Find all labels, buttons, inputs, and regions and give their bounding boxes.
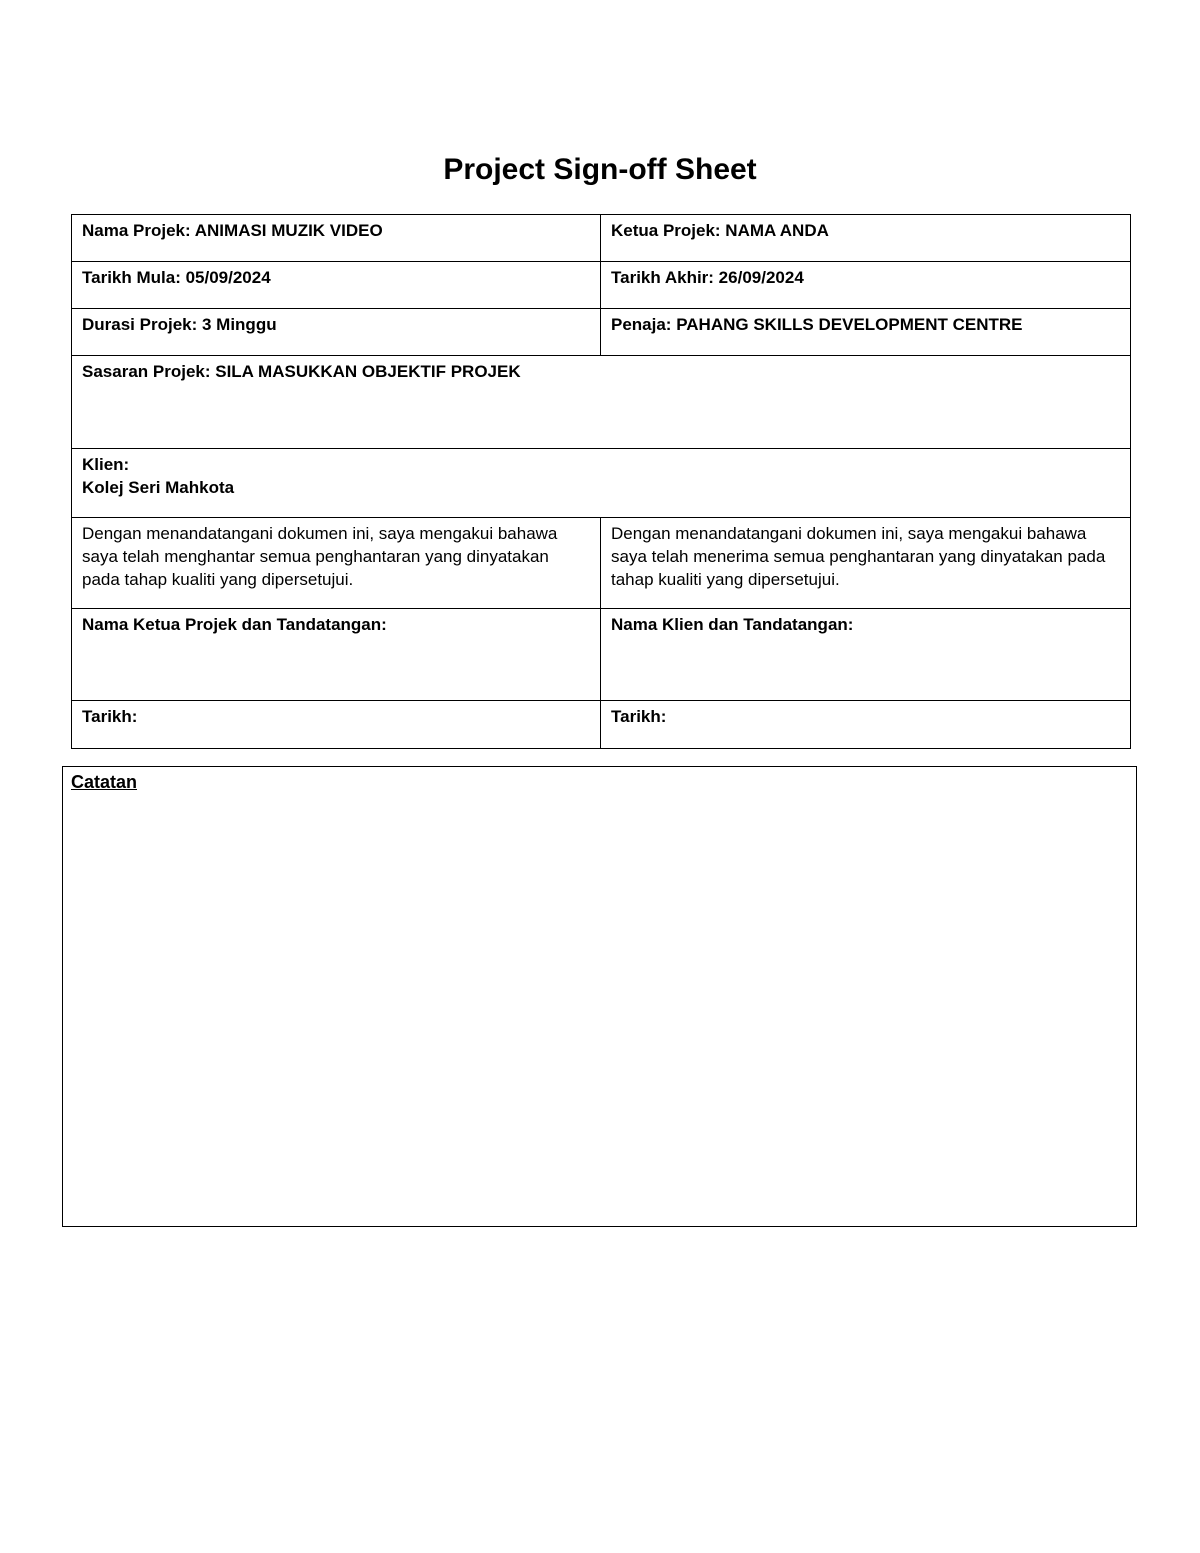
project-name-cell: Nama Projek: ANIMASI MUZIK VIDEO [72, 215, 601, 262]
lead-date-cell: Tarikh: [72, 701, 601, 749]
signoff-table [71, 214, 1131, 749]
client-label: Klien: [82, 455, 130, 474]
client-signature-cell: Nama Klien dan Tandatangan: [601, 609, 1131, 701]
objective-cell: Sasaran Projek: SILA MASUKKAN OBJEKTIF PROJEK [72, 356, 1131, 449]
start-date-cell: Tarikh Mula: 05/09/2024 [72, 262, 601, 309]
client-name: Kolej Seri Mahkota [82, 478, 235, 497]
client-statement-cell: Dengan menandatangani dokumen ini, saya mengakui bahawa saya telah menerima semua penghantaran yang dinyatakan pada tahap kualiti yang dipersetujui. [601, 518, 1131, 609]
lead-statement-cell: Dengan menandatangani dokumen ini, saya mengakui bahawa saya telah menghantar semua penghantaran yang dinyatakan pada tahap kualiti yang dipersetujui. [72, 518, 601, 609]
table-row [72, 262, 1131, 309]
lead-signature-cell: Nama Ketua Projek dan Tandatangan: [72, 609, 601, 701]
client-cell [72, 449, 1131, 518]
table-row [72, 609, 1131, 701]
client-date-cell: Tarikh: [601, 701, 1131, 749]
table-row [72, 701, 1131, 749]
notes-title: Catatan [71, 772, 138, 792]
table-row [72, 449, 1131, 518]
notes-body [71, 799, 1128, 1218]
table-row [72, 215, 1131, 262]
end-date-cell: Tarikh Akhir: 26/09/2024 [601, 262, 1131, 309]
notes-box [62, 766, 1137, 1227]
duration-cell: Durasi Projek: 3 Minggu [72, 309, 601, 356]
project-lead-cell: Ketua Projek: NAMA ANDA [601, 215, 1131, 262]
sponsor-cell: Penaja: PAHANG SKILLS DEVELOPMENT CENTRE [601, 309, 1131, 356]
table-row [72, 518, 1131, 609]
table-row [72, 356, 1131, 449]
page-title: Project Sign-off Sheet [443, 153, 757, 186]
table-row [72, 309, 1131, 356]
